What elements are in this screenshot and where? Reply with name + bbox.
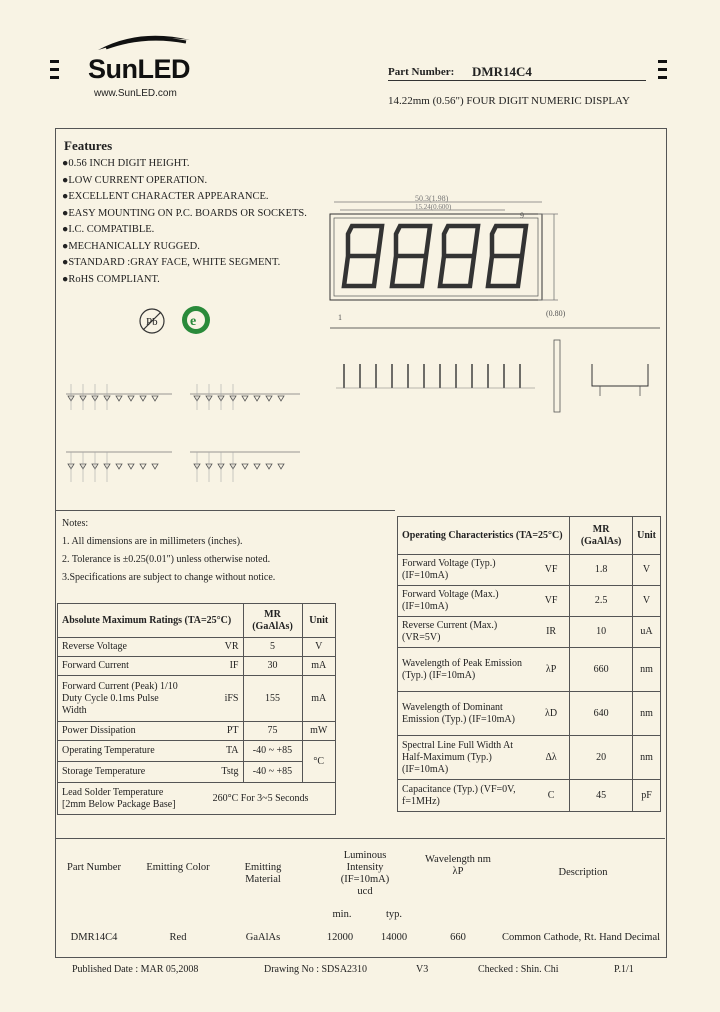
- rohs-eco-icon: [180, 304, 212, 336]
- note-item: 1. All dimensions are in millimeters (inches).: [62, 536, 243, 547]
- absolute-max-table: [57, 603, 336, 815]
- op-char-header-unit: Unit: [633, 517, 661, 555]
- part-number: DMR14C4: [472, 64, 532, 79]
- param-cell: Reverse Current (Max.) (VR=5V): [398, 617, 534, 648]
- feature-item: ●RoHS COMPLIANT.: [62, 273, 160, 285]
- ordering-header-wavelength: Wavelength nm λP: [425, 854, 491, 877]
- param-cell: Wavelength of Dominant Emission (Typ.) (IF=10mA): [398, 692, 534, 736]
- footer-checked: Checked : Shin. Chi: [478, 964, 559, 975]
- symbol-cell: VR: [186, 638, 243, 657]
- feature-item: ●I.C. COMPATIBLE.: [62, 224, 155, 235]
- ordering-part: DMR14C4: [70, 932, 118, 943]
- digit-2: [392, 226, 430, 286]
- ordering-color: Red: [169, 932, 187, 943]
- unit-cell: mA: [302, 657, 336, 676]
- value-cell: 155: [243, 676, 302, 722]
- param-cell: Forward Current: [58, 657, 187, 676]
- pin-1-label: 1: [338, 313, 342, 322]
- table-row: [58, 657, 336, 676]
- table-row: [58, 676, 336, 722]
- dim-total: 50.3(1.98): [415, 194, 449, 203]
- unit-cell: V: [302, 638, 336, 657]
- param-cell: Forward Voltage (Max.) (IF=10mA): [398, 586, 534, 617]
- unit-cell: pF: [633, 780, 661, 812]
- ordering-header-typ: typ.: [385, 909, 403, 920]
- unit-cell: °C: [302, 741, 336, 783]
- op-char-header-mr: MR (GaAlAs): [570, 517, 633, 555]
- table-row: [398, 648, 661, 692]
- internal-circuit-diagram: [60, 360, 320, 495]
- table-row: [398, 555, 661, 586]
- ordering-wavelength: 660: [450, 932, 466, 943]
- param-cell: Forward Current (Peak) 1/10 Duty Cycle 0.1ms Pulse Width: [58, 676, 187, 722]
- features-title: Features: [64, 138, 113, 153]
- symbol-cell: VF: [533, 586, 570, 617]
- footer-version: V3: [416, 964, 429, 975]
- dim-right: (0.80): [546, 309, 566, 318]
- symbol-cell: Tstg: [186, 762, 243, 783]
- digit-4: [488, 226, 526, 286]
- table-row: [58, 741, 336, 762]
- symbol-cell: PT: [186, 722, 243, 741]
- symbol-cell: IF: [186, 657, 243, 676]
- param-cell: Reverse Voltage: [58, 638, 187, 657]
- value-cell: 20: [570, 736, 633, 780]
- unit-cell: mA: [302, 676, 336, 722]
- param-cell: Capacitance (Typ.) (VF=0V, f=1MHz): [398, 780, 534, 812]
- feature-item: ●0.56 INCH DIGIT HEIGHT.: [62, 158, 190, 169]
- feature-item: ●MECHANICALLY RUGGED.: [62, 240, 200, 252]
- header-rule: [388, 80, 646, 81]
- feature-item: ●EASY MOUNTING ON P.C. BOARDS OR SOCKETS.: [62, 207, 307, 219]
- param-cell: Operating Temperature: [58, 741, 187, 762]
- value-cell: 640: [570, 692, 633, 736]
- notes-title: Notes:: [62, 518, 89, 529]
- ordering-header-part: Part Number: [67, 862, 121, 873]
- table-row: [398, 736, 661, 780]
- ordering-typ: 14000: [380, 932, 408, 943]
- table-row: [58, 762, 336, 783]
- footer-drawing-no: Drawing No : SDSA2310: [264, 964, 368, 975]
- part-number-label: Part Number:: [388, 66, 455, 78]
- abs-max-header-unit: Unit: [302, 604, 336, 638]
- table-row: [58, 783, 336, 815]
- value-cell: -40 ~ +85: [243, 741, 302, 762]
- ordering-divider: [55, 838, 665, 839]
- param-cell: Power Dissipation: [58, 722, 187, 741]
- note-item: 2. Tolerance is ±0.25(0.01") unless otherwise noted.: [62, 554, 271, 565]
- table-row: [398, 586, 661, 617]
- table-row: [398, 617, 661, 648]
- value-cell: 260°C For 3~5 Seconds: [186, 783, 336, 815]
- ordering-header-intensity: Luminous Intensity (IF=10mA) ucd: [340, 850, 390, 897]
- features-list: [62, 156, 307, 288]
- symbol-cell: iFS: [186, 676, 243, 722]
- ordering-header-color: Emitting Color: [146, 862, 210, 873]
- abs-max-header: Absolute Maximum Ratings (TA=25°C): [58, 604, 244, 638]
- package-front-view: [320, 190, 665, 330]
- symbol-cell: λD: [533, 692, 570, 736]
- symbol-cell: C: [533, 780, 570, 812]
- param-cell: Wavelength of Peak Emission (Typ.) (IF=10mA): [398, 648, 534, 692]
- digit-3: [440, 226, 478, 286]
- op-char-header: Operating Characteristics (TA=25°C): [398, 517, 570, 555]
- digit-1: [344, 226, 382, 286]
- value-cell: -40 ~ +85: [243, 762, 302, 783]
- value-cell: 5: [243, 638, 302, 657]
- ordering-header-material: Emitting Material: [244, 862, 282, 885]
- ordering-header-description: Description: [558, 867, 608, 878]
- value-cell: 2.5: [570, 586, 633, 617]
- abs-max-header-mr: MR (GaAlAs): [243, 604, 302, 638]
- unit-cell: nm: [633, 648, 661, 692]
- feature-item: ●STANDARD :GRAY FACE, WHITE SEGMENT.: [62, 257, 281, 268]
- unit-cell: V: [633, 555, 661, 586]
- brand-name: SunLED: [88, 54, 190, 84]
- symbol-cell: TA: [186, 741, 243, 762]
- symbol-cell: Δλ: [533, 736, 570, 780]
- sunled-logo-swoosh: [94, 26, 204, 56]
- pb-free-icon: [137, 306, 167, 336]
- package-side-view: [330, 336, 665, 416]
- param-cell: Lead Solder Temperature [2mm Below Package Base]: [58, 783, 187, 815]
- value-cell: 75: [243, 722, 302, 741]
- operating-characteristics-table: [397, 516, 661, 812]
- table-row: [398, 780, 661, 812]
- feature-item: ●LOW CURRENT OPERATION.: [62, 174, 208, 186]
- eco-text: e: [190, 314, 197, 329]
- ordering-description: Common Cathode, Rt. Hand Decimal: [501, 932, 661, 943]
- section-divider: [55, 510, 395, 511]
- unit-cell: uA: [633, 617, 661, 648]
- dim-pitch: 15.24(0.600): [415, 203, 452, 211]
- footer-page: P.1/1: [614, 964, 634, 975]
- brand-url[interactable]: www.SunLED.com: [94, 88, 177, 99]
- unit-cell: mW: [302, 722, 336, 741]
- unit-cell: nm: [633, 736, 661, 780]
- param-cell: Spectral Line Full Width At Half-Maximum (Typ.) (IF=10mA): [398, 736, 534, 780]
- value-cell: 660: [570, 648, 633, 692]
- ordering-min: 12000: [326, 932, 354, 943]
- table-row: [58, 638, 336, 657]
- value-cell: 30: [243, 657, 302, 676]
- pin-9-label: 9: [520, 211, 524, 220]
- feature-item: ●EXCELLENT CHARACTER APPEARANCE.: [62, 191, 269, 202]
- value-cell: 45: [570, 780, 633, 812]
- symbol-cell: VF: [533, 555, 570, 586]
- table-row: [58, 722, 336, 741]
- note-item: 3.Specifications are subject to change without notice.: [62, 572, 276, 583]
- unit-cell: V: [633, 586, 661, 617]
- unit-cell: nm: [633, 692, 661, 736]
- pb-text: Pb: [146, 316, 158, 328]
- symbol-cell: IR: [533, 617, 570, 648]
- symbol-cell: λP: [533, 648, 570, 692]
- product-subtitle: 14.22mm (0.56") FOUR DIGIT NUMERIC DISPLAY: [388, 95, 630, 107]
- value-cell: 1.8: [570, 555, 633, 586]
- ordering-header-min: min.: [332, 909, 352, 920]
- value-cell: 10: [570, 617, 633, 648]
- ordering-material: GaAlAs: [245, 932, 281, 943]
- param-cell: Storage Temperature: [58, 762, 187, 783]
- table-row: [398, 692, 661, 736]
- param-cell: Forward Voltage (Typ.) (IF=10mA): [398, 555, 534, 586]
- footer-published-date: Published Date : MAR 05,2008: [72, 964, 199, 975]
